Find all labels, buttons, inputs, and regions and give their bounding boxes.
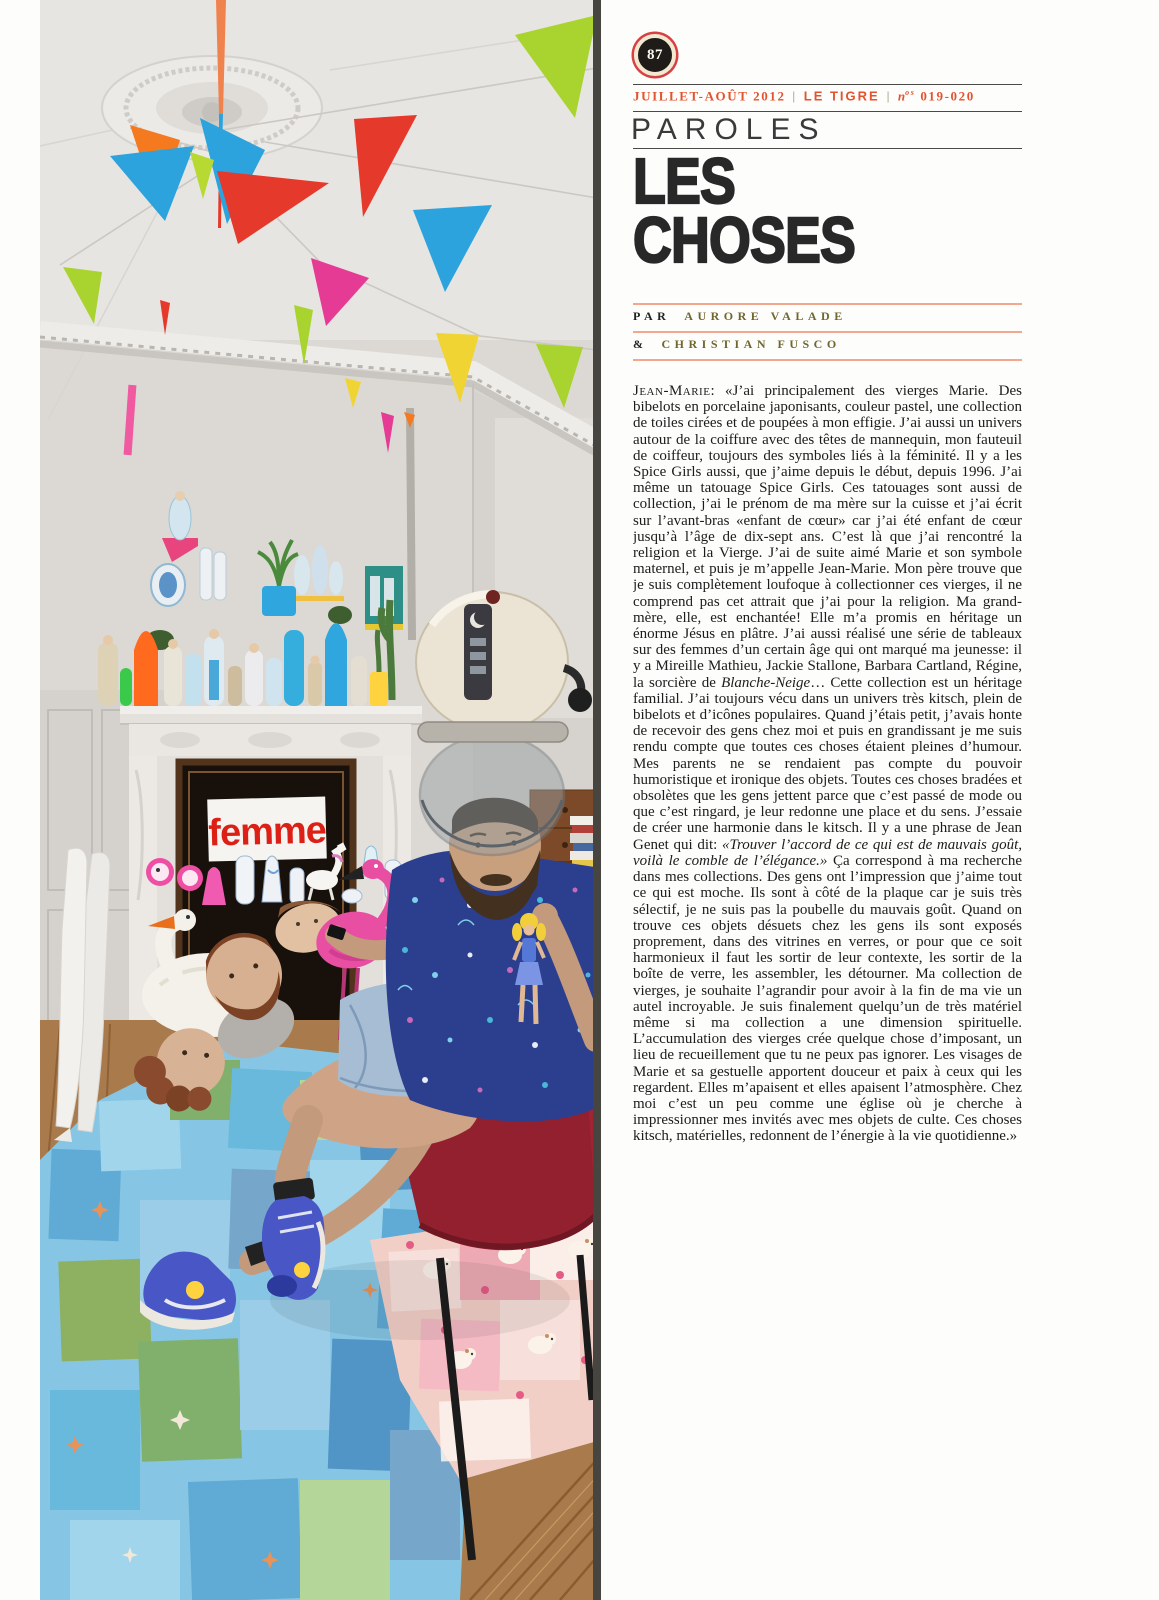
femme-sign bbox=[207, 796, 327, 861]
article-text bbox=[633, 383, 1022, 1553]
photograph bbox=[40, 0, 601, 1600]
author-1: AURORE VALADE bbox=[684, 309, 847, 323]
byline-row-2 bbox=[633, 337, 1022, 352]
author-2: CHRISTIAN FUSCO bbox=[661, 337, 841, 351]
byline-rule-2 bbox=[633, 331, 1022, 333]
issue-number-prefix: n bbox=[897, 88, 906, 104]
issue-number: 019-020 bbox=[920, 88, 975, 104]
header-rule-top bbox=[633, 84, 1022, 85]
separator: | bbox=[886, 88, 891, 104]
kitsch-room-photo bbox=[40, 0, 601, 1600]
masthead bbox=[633, 88, 1022, 104]
byline-par: PAR bbox=[633, 309, 671, 323]
article-title-line2: CHOSES bbox=[633, 204, 855, 276]
page-number: 87 bbox=[647, 46, 663, 63]
byline-ampersand: & bbox=[633, 337, 648, 351]
article-segment: : «J’ai principalement des vierges Marie. Des bibelots en porcelaine japonisants, couleur pastel, une collection de toiles cirées et de poupées à mon effigie. J’ai aussi un univers autour de la coiffure avec des têtes de mannequin, mon fauteuil de coiffeur, toujours des symboles liés à la féminité. Il y a les Spice Girls aussi, que j’aime depuis le début, depuis 1996. J’ai même un tatouage Spice Girls. Ces tatouages sont aussi de collection, j’ai le prénom de ma mère sur la cuisse et j’ai écrit sur l’avant-bras «enfant de cœur» car j’ai été enfant de cœur jusqu’à l’âge de dix-sept ans. C’est là que j’ai rencontré la religion et la Vierge. J’ai de suite aimé Marie et son symbole maternel, et puis je m’appelle Jean-Marie. Mon père trouve que je suis complètement loufoque à collectionner ces vierges, il ne comprend pas cet attrait que j’ai pour la religion. Ma grand-mère, elle, est enchantée! Elle m’a promis en héritage un énorme Jésus en plâtre. J’ai aussi réalisé une série de tableaux sur des femmes d’un certain âge qui ont marqué ma jeunesse: il y a Mireille Mathieu, Jackie Stallone, Barbara Cartland, Régine, la sorcière de bbox=[633, 383, 1022, 691]
byline-rule-1 bbox=[633, 303, 1022, 305]
issue-number-sup: os bbox=[905, 88, 916, 97]
article-segment: «Trouver l’accord de ce qui est de mauvais goût, voilà le comble de l’élégance.» bbox=[633, 836, 1022, 869]
header-rule-mid bbox=[633, 111, 1022, 112]
article-segment: … Cette collection est un héritage familial. J’ai toujours vécu dans un univers très kitsch, plein de bibelots et d’icônes populaires. Quand j’étais petit, j’avais honte de recevoir des gens chez moi et puis en grandissant je me suis rendu compte que toutes ces choses étaient pleines d’humour. Mes parents ne se rendaient pas compte du pouvoir humoristique et ironique des objets. Toutes ces choses bradées et obsolètes que les gens jettent parce que c’est passé de mode ou que c’est ringard, je leur redonne une place et du sens. J’essaie de créer une harmonie dans le kitsch. Il y a une phrase de Jean Genet qui dit: bbox=[633, 674, 1022, 853]
femme-sign-text: femme bbox=[207, 809, 327, 855]
byline-row-1 bbox=[633, 309, 1022, 324]
sneaker-right bbox=[262, 1196, 324, 1300]
article-segment: Ça correspond à ma recherche dans mes collections. Des gens ont l’impression que j’aime tout ce qui est moche. Ils sont à côté de la plaque car je suis très sélectif, je ne suis pas la poubelle du mauvais goût. Quand on trouve ces objets désuets chez les gens ils sont exposés proprement, dans des vitrines en verres, or pour que ce soit harmonieux il faut les sortir de leur contexte, les sortir de la boîte de verre, les assembler, les détourner. Ma collection de vierges, je souhaite l’agrandir pour avoir à la fin de ma vie un autel incroyable. Je suis finalement quelqu’un de très matériel même si ma collection a une dimension spirituelle. L’accumulation des vierges crée quelque chose d’imposant, un lieu de recueillement que tu ne peux pas ignorer. Les visages de Marie et sa gestuelle apportent douceur et paix à ceux qui les regardent. Elles m’apaisent et elles apaisent l’atmosphère. Chez moi c’est un peu comme une église où je cherche à impressionner mes invités avec mes objets de culte. Ces choses kitsch, matérielles, redonnent de l’énergie à la vie quotidienne.» bbox=[633, 852, 1022, 1145]
section-label: PAROLES bbox=[631, 113, 827, 146]
separator: | bbox=[792, 88, 797, 104]
article-title bbox=[633, 145, 855, 276]
article-segment: Jean-Marie bbox=[633, 383, 711, 399]
byline-rule-3 bbox=[633, 359, 1022, 361]
page-number-badge bbox=[634, 34, 676, 76]
article-title-line1: LES bbox=[633, 145, 736, 217]
issue-date: JUILLET-AOÛT 2012 bbox=[633, 88, 786, 104]
photo-edge-shadow bbox=[593, 0, 601, 1600]
article-segment: Blanche-Neige bbox=[721, 674, 811, 691]
magazine-name: LE TIGRE bbox=[803, 88, 880, 104]
